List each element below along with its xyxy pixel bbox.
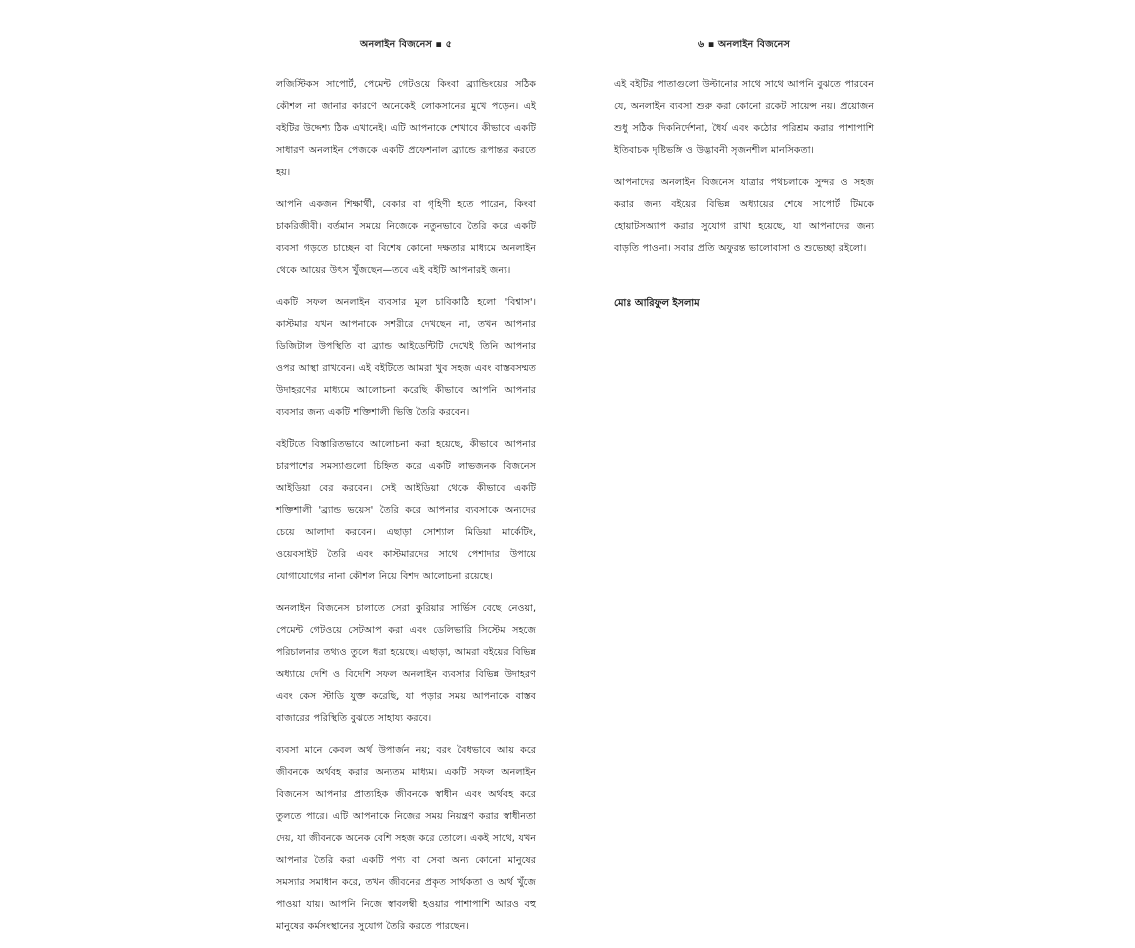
paragraph: আপনাদের অনলাইন বিজনেস যাত্রার পথচলাকে সুন্দর ও সহজ করার জন্য বইয়ের বিভিন্ন অধ্যায়ের শেষে সাপোর্ট টিমকে হোয়াটসঅ্যাপ করার সুযোগ রাখা হয়েছে, যা আপনাদের জন্য বাড়তি পাওনা। সবার প্রতি অফুরন্ত ভালোবাসা ও শুভেচ্ছা রইলো। — [614, 177, 874, 254]
left-page — [276, 0, 536, 932]
paragraph: অনলাইন বিজনেস চালাতে সেরা কুরিয়ার সার্ভিস বেছে নেওয়া, পেমেন্ট গেটওয়ে সেটআপ করা এবং ডেলিভারি সিস্টেম সহজে পরিচালনার তথ্যও তুলে ধরা হয়েছে। এছাড়া, আমরা বইয়ের বিভিন্ন অধ্যায়ে দেশি ও বিদেশি সফল অনলাইন ব্যবসার বিভিন্ন উদাহরণ এবং কেস স্টাডি যুক্ত করেছি, যা পড়ার সময় আপনাকে বাস্তব বাজারের পরিস্থিতি বুঝতে সাহায্য করবে। — [276, 603, 536, 724]
paragraph: আপনি একজন শিক্ষার্থী, বেকার বা গৃহিণী হতে পারেন, কিংবা চাকরিজীবী। বর্তমান সময়ে নিজেকে নতুনভাবে তৈরি করে একটি ব্যবসা গড়তে চাচ্ছেন বা বিশেষ কোনো দক্ষতার মাধ্যমে অনলাইন থেকে আয়ের উৎস খুঁজছেন—তবে এই বইটি আপনারই জন্য। — [276, 199, 536, 276]
paragraph: একটি সফল অনলাইন ব্যবসার মূল চাবিকাঠি হলো 'বিশ্বাস'। কাস্টমার যখন আপনাকে সশরীরে দেখছেন না, তখন আপনার ডিজিটাল উপস্থিতি বা ব্র্যান্ড আইডেন্টিটি দেখেই তিনি আপনার ওপর আস্থা রাখবেন। এই বইটিতে আমরা খুব সহজ এবং বাস্তবসম্মত উদাহরণের মাধ্যমে আলোচনা করেছি কীভাবে আপনি আপনার ব্যবসার জন্য একটি শক্তিশালী ভিত্তি তৈরি করবেন। — [276, 297, 536, 418]
right-page — [614, 0, 874, 804]
author-signature: মোঃ আরিফুল ইসলাম — [614, 298, 700, 309]
paragraph: ব্যবসা মানে কেবল অর্থ উপার্জন নয়; বরং বৈধভাবে আয় করে জীবনকে অর্থবহ করার অন্যতম মাধ্যম। একটি সফল অনলাইন বিজনেস আপনার প্রাত্যহিক জীবনকে স্বাধীন এবং অর্থবহ করে তুলতে পারে। এটি আপনাকে নিজের সময় নিয়ন্ত্রণ করার স্বাধীনতা দেয়, যা জীবনকে অনেক বেশি সহজ করে তোলে। একই সাথে, যখন আপনার তৈরি করা একটি পণ্য বা সেবা অন্য কোনো মানুষের সমস্যার সমাধান করে, তখন জীবনের প্রকৃত সার্থকতা ও অর্থ খুঁজে পাওয়া যায়। আপনি নিজে স্বাবলম্বী হওয়ার পাশাপাশি আরও বহু মানুষের কর্মসংস্থানের সুযোগ তৈরি করতে পারছেন। — [276, 745, 536, 932]
running-head-left: অনলাইন বিজনেস ▪ ৫ — [360, 39, 452, 50]
paragraph: এই বইটির পাতাগুলো উল্টানোর সাথে সাথে আপনি বুঝতে পারবেন যে, অনলাইন ব্যবসা শুরু করা কোনো রকেট সায়েন্স নয়। প্রয়োজন শুধু সঠিক দিকনির্দেশনা, ধৈর্য এবং কঠোর পরিশ্রম করার পাশাপাশি ইতিবাচক দৃষ্টিভঙ্গি ও উদ্ভাবনী সৃজনশীল মানসিকতা। — [614, 79, 874, 156]
left-page-body — [276, 74, 536, 948]
right-page-body — [614, 74, 874, 313]
running-head-right: ৬ ▪ অনলাইন বিজনেস — [698, 39, 790, 50]
paragraph: বইটিতে বিস্তারিতভাবে আলোচনা করা হয়েছে, কীভাবে আপনার চারপাশের সমস্যাগুলো চিহ্নিত করে একটি লাভজনক বিজনেস আইডিয়া বের করবেন। সেই আইডিয়া থেকে কীভাবে একটি শক্তিশালী 'ব্র্যান্ড ভয়েস' তৈরি করে আপনার ব্যবসাকে অন্যদের চেয়ে আলাদা করবেন। এছাড়া সোশ্যাল মিডিয়া মার্কেটিং, ওয়েবসাইট তৈরি এবং কাস্টমারদের সাথে পেশাদার উপায়ে যোগাযোগের নানা কৌশল নিয়ে বিশদ আলোচনা রয়েছে। — [276, 439, 536, 582]
paragraph: লজিস্টিকস সাপোর্ট, পেমেন্ট গেটওয়ে কিংবা ব্র্যান্ডিংয়ের সঠিক কৌশল না জানার কারণে অনেকেই লোকসানের মুখে পড়েন। এই বইটির উদ্দেশ্য ঠিক এখানেই। এটি আপনাকে শেখাবে কীভাবে একটি সাধারণ অনলাইন পেজকে একটি প্রফেশনাল ব্র্যান্ডে রূপান্তর করতে হয়। — [276, 79, 536, 178]
